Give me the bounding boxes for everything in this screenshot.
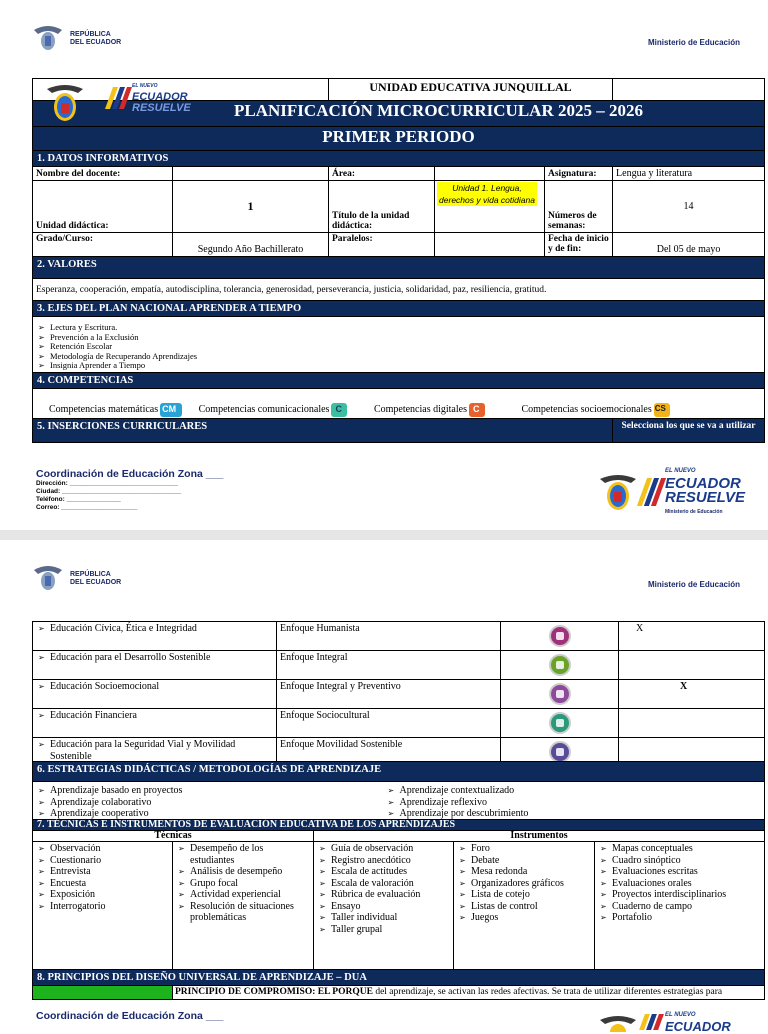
insercion-icon-cell: [501, 622, 619, 651]
section-7-heading: 7. TÉCNICAS E INSTRUMENTOS DE EVALUACIÓN EDUCATIVA DE LOS APRENDIZAJES: [33, 820, 765, 831]
civica-icon: [549, 625, 571, 647]
docente-value[interactable]: [173, 167, 329, 181]
competencias-row: [33, 389, 765, 419]
footer-coord: Coordinación de Educación Zona ___: [36, 1010, 224, 1022]
unidad-value[interactable]: 1: [173, 181, 329, 233]
tecnicas-heading: Técnicas: [33, 831, 314, 842]
paralelos-label: Paralelos:: [329, 233, 435, 257]
footer-page2: [36, 1010, 223, 1022]
list-item: ➢ Aprendizaje basado en proyectos: [50, 785, 380, 797]
ejes-list: [36, 323, 761, 371]
insercion-row: [33, 622, 765, 651]
coat-of-arms-icon: [30, 24, 66, 54]
list-item: ➢ Aprendizaje colaborativo: [50, 797, 380, 809]
dua-principle: PRINCIPIO DE COMPROMISO: EL PORQUE del aprendizaje, se activan las redes afectivas. Se trata de utilizar diferentes estrategias para: [173, 986, 765, 1000]
unidad-label: Unidad didáctica:: [33, 181, 173, 233]
cs-icon: CS: [654, 403, 670, 417]
footer-brand-logo-p2: EL NUEVO ECUADOR: [598, 1010, 731, 1033]
list-item: ➢ Aprendizaje por descubrimiento: [400, 808, 762, 820]
insercion-icon-cell: [501, 709, 619, 738]
footer-shield-icon: [598, 471, 638, 513]
select-instruction: Selecciona los que se va a utilizar: [613, 419, 765, 443]
section-1-heading: 1. DATOS INFORMATIVOS: [33, 151, 765, 167]
del-ecuador-text: DEL ECUADOR: [70, 39, 122, 46]
footer-ciudad: Ciudad: _________________________________: [36, 488, 182, 495]
section-6-heading: 6. ESTRATEGIAS DIDÁCTICAS / METODOLOGÍAS DE APRENDIZAJE: [33, 762, 765, 782]
valores-text: Esperanza, cooperación, empatía, autodisciplina, tolerancia, generosidad, perseverancia, justicia, solidaridad, paz, resiliencia, gratitud.: [33, 279, 765, 301]
cm-icon: CM: [160, 403, 182, 417]
list-item: ➢ Aprendizaje cooperativo: [50, 808, 380, 820]
strategies-table: [32, 761, 765, 822]
footer-coord: Coordinación de Educación Zona ___: [36, 468, 224, 480]
insercion-row: [33, 680, 765, 709]
footer-shield-icon: [598, 1012, 638, 1032]
list-item: ➢ Aprendizaje contextualizado: [400, 785, 762, 797]
comp-comunicacionales[interactable]: Competencias comunicacionales C: [199, 404, 348, 415]
ecuador-shield-icon: [45, 81, 85, 125]
section-4-heading: 4. COMPETENCIAS: [33, 373, 765, 389]
grado-value[interactable]: Segundo Año Bachillerato: [173, 233, 329, 257]
comp-matematicas[interactable]: Competencias matemáticas CM: [49, 404, 182, 415]
instrumentos-col-2: ➢ Foro ➢ Debate ➢ Mesa redonda ➢ Organizadores gráficos ➢ Lista de cotejo ➢ Listas de control ➢ Juegos: [454, 842, 595, 970]
insercion-enfoque: Enfoque Sociocultural: [277, 709, 501, 738]
instrumentos-col-1: ➢ Guía de observación ➢ Registro anecdótico ➢ Escala de actitudes ➢ Escala de valoración ➢ Rúbrica de evaluación ➢ Ensayo ➢ Taller individual ➢ Taller grupal: [314, 842, 454, 970]
insercion-row: [33, 709, 765, 738]
strategies-right: [383, 782, 765, 822]
fecha-label: Fecha de inicio y de fin:: [545, 233, 613, 257]
planning-table-page1: [32, 78, 765, 443]
school-name: UNIDAD EDUCATIVA JUNQUILLAL: [329, 79, 613, 101]
comp-digitales[interactable]: Competencias digitales C: [374, 404, 485, 415]
insercion-select-cell[interactable]: [619, 651, 765, 680]
ministerio-header: Ministerio de Educación: [647, 38, 740, 47]
republica-logo: [30, 24, 121, 54]
insercion-name: ➢ Educación para el Desarrollo Sostenible: [50, 652, 273, 664]
footer-correo: Correo: _____________________: [36, 504, 138, 511]
logo-cell: [33, 79, 329, 114]
dua-accent-cell: [33, 986, 173, 1000]
document-title: PLANIFICACIÓN MICROCURRICULAR 2025 – 2026: [33, 101, 765, 127]
insercion-row: [33, 651, 765, 680]
insercion-name: ➢ Educación Cívica, Ética e Integridad: [50, 623, 273, 635]
insercion-select-cell[interactable]: X: [619, 680, 765, 709]
instrumentos-heading: Instrumentos: [314, 831, 765, 842]
financiera-icon: [549, 712, 571, 734]
titulo-value: Unidad 1. Lengua, derechos y vida cotidiana: [437, 182, 537, 206]
insercion-name: ➢ Educación para la Seguridad Vial y Movilidad Sostenible: [50, 739, 273, 762]
titulo-cell[interactable]: [435, 181, 545, 233]
footer-page1: [36, 468, 223, 512]
republica-text: REPÚBLICA: [70, 31, 111, 38]
evaluation-table: [32, 819, 765, 1000]
list-item: ➢ Lectura y Escritura.: [50, 323, 761, 333]
insercion-enfoque: Enfoque Movilidad Sostenible: [277, 738, 501, 767]
area-value[interactable]: [435, 167, 545, 181]
insercion-enfoque: Enfoque Integral y Preventivo: [277, 680, 501, 709]
section-8-heading: 8. PRINCIPIOS DEL DISEÑO UNIVERSAL DE APRENDIZAJE – DUA: [33, 970, 765, 986]
cd-icon: C: [469, 403, 485, 417]
section-5-heading: 5. INSERCIONES CURRICULARES: [33, 419, 613, 443]
area-label: Área:: [329, 167, 435, 181]
ejes-list-cell: [33, 317, 765, 373]
section-3-heading: 3. EJES DEL PLAN NACIONAL APRENDER A TIEMPO: [33, 301, 765, 317]
paralelos-value[interactable]: [435, 233, 545, 257]
insercion-select-cell[interactable]: [619, 709, 765, 738]
list-item: ➢ Prevención a la Exclusión: [50, 333, 761, 343]
ministerio-header-p2: Ministerio de Educación: [647, 580, 740, 589]
planning-table-page2: [32, 621, 765, 767]
strategies-left: [33, 782, 383, 822]
insercion-enfoque: Enfoque Humanista: [277, 622, 501, 651]
insercion-icon-cell: [501, 680, 619, 709]
insercion-name: ➢ Educación Socioemocional: [50, 681, 273, 693]
insercion-enfoque: Enfoque Integral: [277, 651, 501, 680]
ecuador-resuelve-logo: EL NUEVO ECUADOR RESUELVE: [109, 81, 191, 114]
grado-label: Grado/Curso:: [33, 233, 173, 257]
footer-brand-logo: EL NUEVO ECUADOR RESUELVE Ministerio de Educación: [598, 466, 745, 518]
fecha-value[interactable]: Del 05 de mayo: [613, 233, 765, 257]
sostenible-icon: [549, 654, 571, 676]
list-item: ➢ Metodología de Recuperando Aprendizajes: [50, 352, 761, 362]
semanas-value[interactable]: 14: [613, 181, 765, 233]
tecnicas-col-1: ➢ Observación ➢ Cuestionario ➢ Entrevista ➢ Encuesta ➢ Exposición ➢ Interrogatorio: [33, 842, 173, 970]
coat-of-arms-icon: [30, 564, 66, 594]
socioemocional-icon: [549, 683, 571, 705]
period-title: PRIMER PERIODO: [33, 127, 765, 151]
list-item: ➢ Retención Escolar: [50, 342, 761, 352]
school-extra-cell: [613, 79, 765, 101]
instrumentos-col-3: ➢ Mapas conceptuales ➢ Cuadro sinóptico ➢ Evaluaciones escritas ➢ Evaluaciones orales ➢ Proyectos interdisciplinarios ➢ Cuaderno de campo ➢ Portafolio: [595, 842, 765, 970]
titulo-label: Título de la unidad didáctica:: [329, 181, 435, 233]
semanas-label: Números de semanas:: [545, 181, 613, 233]
republica-logo-p2: REPÚBLICA DEL ECUADOR: [30, 564, 121, 594]
asignatura-value[interactable]: Lengua y literatura: [613, 167, 765, 181]
footer-direccion: Dirección: ______________________________: [36, 480, 179, 487]
page-2: [0, 540, 768, 1034]
list-item: ➢ Insignia Aprender a Tiempo: [50, 361, 761, 371]
section-2-heading: 2. VALORES: [33, 257, 765, 279]
asignatura-label: Asignatura:: [545, 167, 613, 181]
list-item: ➢ Aprendizaje reflexivo: [400, 797, 762, 809]
tecnicas-col-2: ➢ Desempeño de los estudiantes ➢ Análisis de desempeño ➢ Grupo focal ➢ Actividad experiencial ➢ Resolución de situaciones problemáticas: [173, 842, 314, 970]
seguridad-vial-icon: [549, 741, 571, 763]
insercion-select-cell[interactable]: X: [619, 622, 765, 651]
page-separator: [0, 530, 768, 540]
comp-socioemocionales[interactable]: Competencias socioemocionales CS: [521, 404, 669, 415]
footer-telefono: Teléfono: _______________: [36, 496, 121, 503]
insercion-icon-cell: [501, 651, 619, 680]
cc-icon: C: [331, 403, 347, 417]
docente-label: Nombre del docente:: [33, 167, 173, 181]
insercion-name: ➢ Educación Financiera: [50, 710, 273, 722]
